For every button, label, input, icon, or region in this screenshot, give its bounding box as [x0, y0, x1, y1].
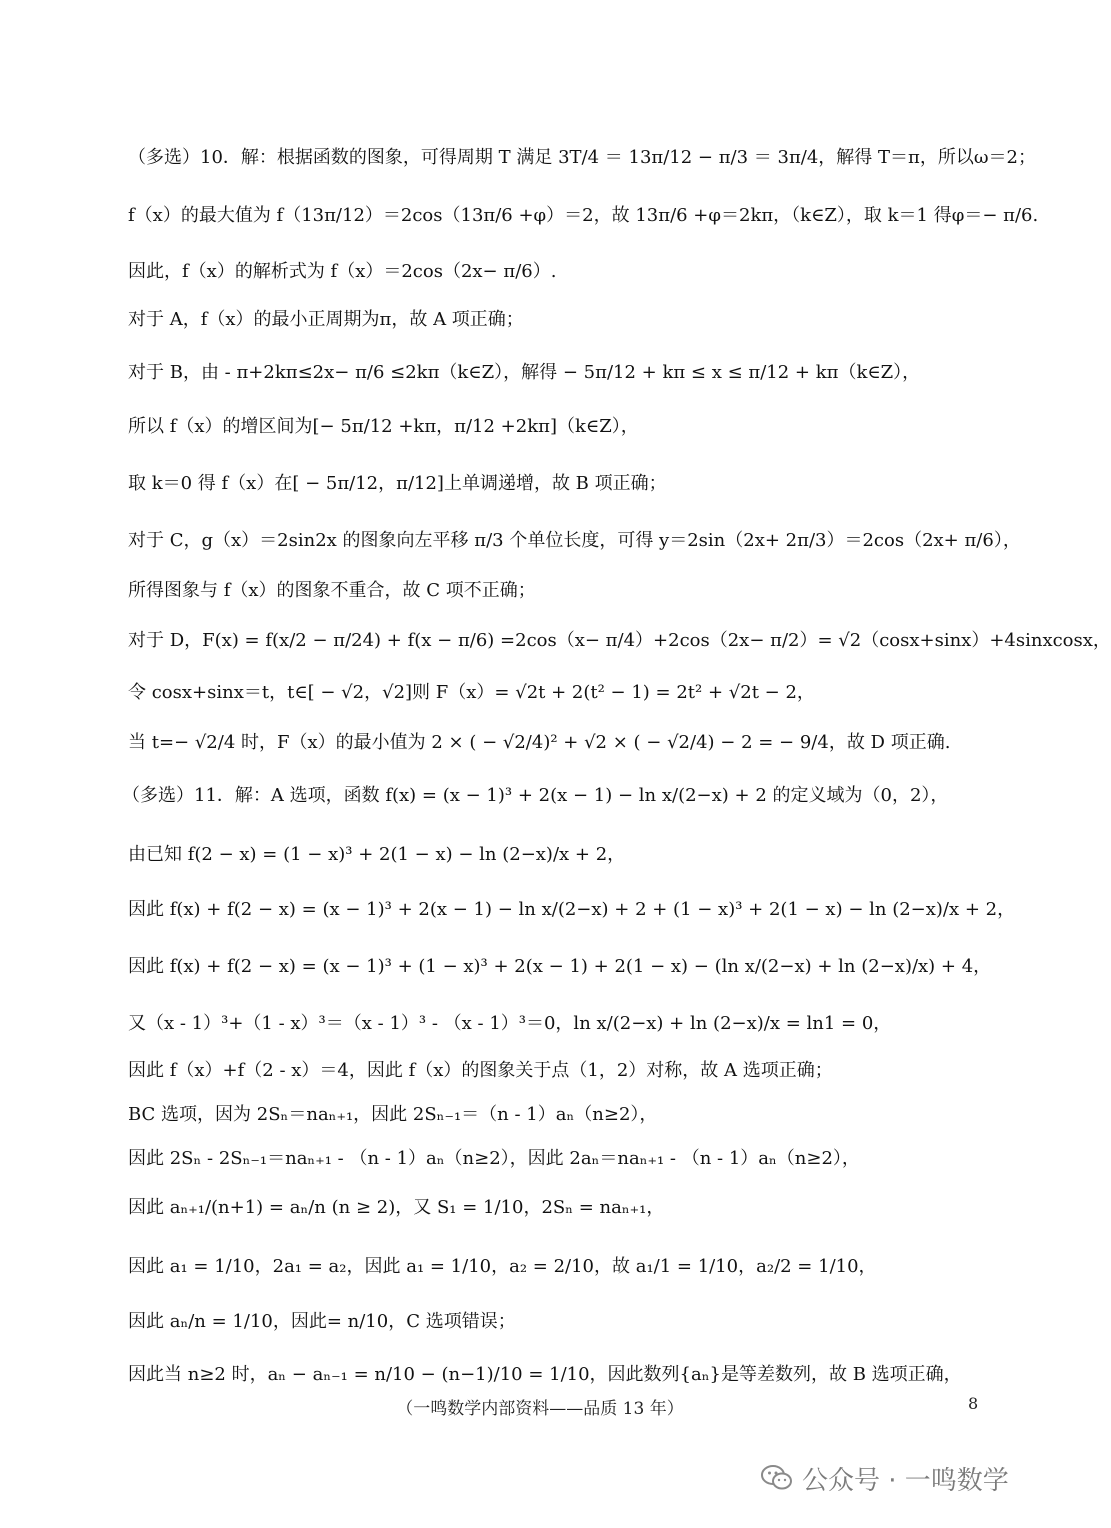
text-line: 当 t=− √2/4 时，F（x）的最小值为 2 × ( − √2/4)² + √2 × ( − √2/4) − 2 = − 9/4，故 D 项正确. [128, 732, 951, 753]
watermark-text: 公众号 · 一鸣数学 [802, 1465, 1009, 1496]
text-line: 所以 f（x）的增区间为[− 5π/12 +kπ，π/12 +2kπ]（k∈Z）， [128, 416, 639, 437]
text-line: 所得图象与 f（x）的图象不重合，故 C 项不正确； [128, 580, 536, 601]
text-line: 因此 f(x) + f(2 − x) = (x − 1)³ + (1 − x)³ + 2(x − 1) + 2(1 − x) − (ln x/(2−x) + ln (2−x)/x) + 4， [128, 956, 992, 977]
text-line: 令 cosx+sinx＝t，t∈[ − √2，√2]则 F（x）= √2t + 2(t² − 1) = 2t² + √2t − 2， [128, 682, 815, 703]
text-line: 因此 aₙ₊₁/(n+1) = aₙ/n (n ≥ 2)，又 S₁ = 1/10，2Sₙ = naₙ₊₁， [128, 1197, 665, 1218]
page-footer: （一鸣数学内部资料——品质 13 年） [396, 1399, 684, 1419]
text-line: 由已知 f(2 − x) = (1 − x)³ + 2(1 − x) − ln (2−x)/x + 2， [128, 844, 626, 865]
wechat-icon [760, 1463, 794, 1493]
text-line: 对于 B，由 - π+2kπ≤2x− π/6 ≤2kπ（k∈Z），解得 − 5π/12 + kπ ≤ x ≤ π/12 + kπ（k∈Z）， [128, 362, 921, 383]
text-line: （多选）11．解：A 选项，函数 f(x) = (x − 1)³ + 2(x − 1) − ln x/(2−x) + 2 的定义域为（0，2）， [122, 785, 949, 806]
text-line: 因此 aₙ/n = 1/10，因此= n/10，C 选项错误； [128, 1311, 516, 1332]
text-line: 因此 f（x）+f（2 - x）＝4，因此 f（x）的图象关于点（1，2）对称，故 A 选项正确； [128, 1060, 833, 1081]
text-line: 因此 f(x) + f(2 − x) = (x − 1)³ + 2(x − 1) − ln x/(2−x) + 2 + (1 − x)³ + 2(1 − x) − ln (2−x)/x + 2， [128, 899, 1016, 920]
text-line: 对于 A，f（x）的最小正周期为π，故 A 项正确； [128, 309, 524, 330]
text-line: 对于 C，g（x）＝2sin2x 的图象向左平移 π/3 个单位长度，可得 y＝2sin（2x+ 2π/3）＝2cos（2x+ π/6）， [128, 530, 1021, 551]
text-line: 因此 a₁ = 1/10，2a₁ = a₂，因此 a₁ = 1/10，a₂ = 2/10，故 a₁/1 = 1/10，a₂/2 = 1/10， [128, 1256, 877, 1277]
text-line: 取 k＝0 得 f（x）在[ − 5π/12，π/12]上单调递增，故 B 项正确； [128, 473, 667, 494]
text-line: BC 选项，因为 2Sₙ＝naₙ₊₁，因此 2Sₙ₋₁＝（n - 1）aₙ（n≥2）， [128, 1104, 658, 1125]
text-line: f（x）的最大值为 f（13π/12）＝2cos（13π/6 +φ）＝2，故 13π/6 +φ＝2kπ，（k∈Z），取 k＝1 得φ＝− π/6. [128, 205, 1039, 226]
text-line: 因此当 n≥2 时，aₙ − aₙ₋₁ = n/10 − (n−1)/10 = 1/10，因此数列{aₙ}是等差数列，故 B 选项正确， [128, 1364, 962, 1385]
text-line: 对于 D，F(x) = f(x/2 − π/24) + f(x − π/6) =2cos（x− π/4）+2cos（2x− π/2）= √2（cosx+sinx）+4sinxcosx， [128, 630, 1111, 651]
text-line: 又（x - 1）³+（1 - x）³＝（x - 1）³ - （x - 1）³＝0，ln x/(2−x) + ln (2−x)/x = ln1 = 0， [128, 1013, 892, 1034]
text-line: 因此 2Sₙ - 2Sₙ₋₁＝naₙ₊₁ - （n - 1）aₙ（n≥2），因此 2aₙ＝naₙ₊₁ - （n - 1）aₙ（n≥2）， [128, 1148, 860, 1169]
watermark [760, 1458, 1009, 1498]
page-number: 8 [968, 1394, 979, 1413]
text-line: 因此，f（x）的解析式为 f（x）＝2cos（2x− π/6）. [128, 261, 557, 282]
text-line: （多选）10．解：根据函数的图象，可得周期 T 满足 3T/4 ＝ 13π/12 − π/3 ＝ 3π/4，解得 T＝π，所以ω＝2； [128, 147, 1036, 168]
